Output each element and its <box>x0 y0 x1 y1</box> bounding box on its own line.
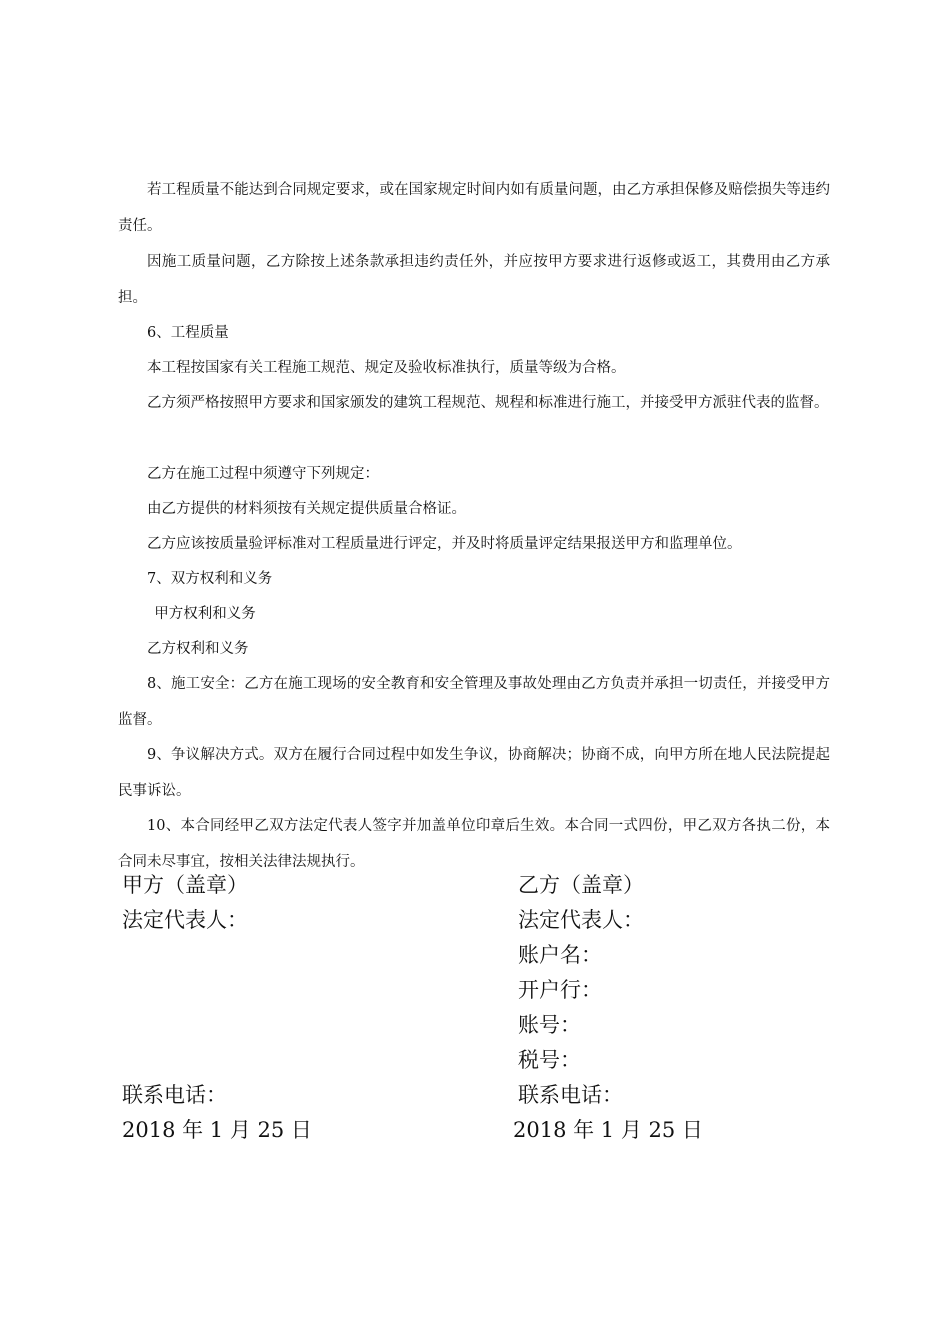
section-6-title: 6、工程质量 <box>147 325 229 341</box>
party-a-phone: 联系电话： <box>122 1083 227 1107</box>
party-a-representative: 法定代表人： <box>122 908 248 932</box>
section-7-title: 7、双方权利和义务 <box>147 571 273 587</box>
party-b-tax-number: 税号： <box>518 1048 581 1072</box>
paragraph-quality-liability: 若工程质量不能达到合同规定要求，或在国家规定时间内如有质量问题，由乙方承担保修及赔偿损失等违约责任。 <box>118 182 830 234</box>
section-7-party-a: 甲方权利和义务 <box>154 606 256 622</box>
paragraph-rules-intro: 乙方在施工过程中须遵守下列规定： <box>147 466 379 482</box>
section-10-effect: 10、本合同经甲乙双方法定代表人签字并加盖单位印章后生效。本合同一式四份，甲乙双方各执二份，本合同未尽事宜，按相关法律法规执行。 <box>118 818 830 870</box>
party-b-representative: 法定代表人： <box>518 908 644 932</box>
party-b-bank: 开户行： <box>518 978 602 1002</box>
party-b-account-number: 账号： <box>518 1013 581 1037</box>
party-b-seal: 乙方（盖章） <box>518 873 644 897</box>
paragraph-evaluation: 乙方应该按质量验评标准对工程质量进行评定，并及时将质量评定结果报送甲方和监理单位。 <box>147 536 742 552</box>
party-b-phone: 联系电话： <box>518 1083 623 1107</box>
party-b-date: 2018 年 1 月 25 日 <box>513 1118 703 1142</box>
party-a-date: 2018 年 1 月 25 日 <box>122 1118 312 1142</box>
section-9-dispute: 9、争议解决方式。双方在履行合同过程中如发生争议，协商解决；协商不成，向甲方所在地人民法院提起民事诉讼。 <box>118 747 830 799</box>
section-8-safety: 8、施工安全：乙方在施工现场的安全教育和安全管理及事故处理由乙方负责并承担一切责任，并接受甲方监督。 <box>118 676 830 728</box>
paragraph-supervision: 乙方须严格按照甲方要求和国家颁发的建筑工程规范、规程和标准进行施工，并接受甲方派驻代表的监督。 <box>147 395 829 411</box>
paragraph-rework-cost: 因施工质量问题，乙方除按上述条款承担违约责任外，并应按甲方要求进行返修或返工，其费用由乙方承担。 <box>118 254 830 306</box>
paragraph-standard: 本工程按国家有关工程施工规范、规定及验收标准执行，质量等级为合格。 <box>147 360 626 376</box>
paragraph-materials: 由乙方提供的材料须按有关规定提供质量合格证。 <box>147 501 466 517</box>
party-b-account-name: 账户名： <box>518 943 602 967</box>
section-7-party-b: 乙方权利和义务 <box>147 641 249 657</box>
party-a-seal: 甲方（盖章） <box>122 873 248 897</box>
